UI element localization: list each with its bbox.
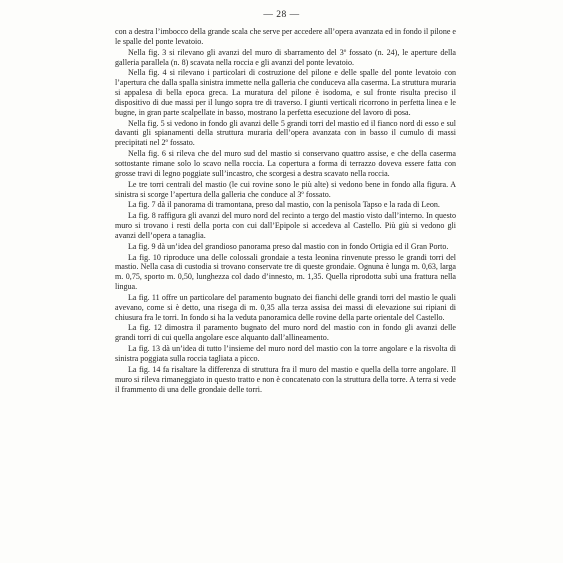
- paragraph: La fig. 11 offre un particolare del paramento bugnato dei fianchi delle grandi torri del mastio le quali avevano, come si è detto, una risega di m. 0,35 alla terza assisa dei massi di elevazione sui ripiani di chiusura fra le torri. In fondo si ha la veduta panoramica delle rovine della parte orientale del Castello.: [115, 292, 456, 322]
- paragraph: La fig. 7 dà il panorama di tramontana, preso dal mastio, con la penisola Tapso e la rada di Leon.: [128, 200, 440, 210]
- page-number: — 28 —: [263, 10, 300, 20]
- paragraph: Nella fig. 4 si rilevano i particolari di costruzione del pilone e delle spalle del ponte levatoio con l’apertura che dalla spalla sinistra immette nella galleria che conduceva alla caserma. La struttura muraria si appalesa di bella epoca greca. La muratura del pilone è isodoma, e sul fronte risulta preciso il dispositivo di due massi per il lungo sopra tre di traverso. I giunti verticali ricorrono in perfetta linea e le bugne, in gran parte scalpellate in basso, mostrano la perfetta esecuzione del lavoro di posa.: [115, 68, 456, 117]
- paragraph: La fig. 14 fa risaltare la differenza di struttura fra il muro del mastio e quella della torre angolare. Il muro si rileva rimaneggiato in questo tratto e non è concatenato con la struttura della torre. A terra si vede il frammento di una delle grondaie delle torri.: [115, 364, 456, 394]
- paragraph: Le tre torri centrali del mastio (le cui rovine sono le più alte) si vedono bene in fondo alla figura. A sinistra si scorge l’apertura della galleria che conduce al 3º fossato.: [115, 179, 456, 199]
- paragraph: Nella fig. 6 si rileva che del muro sud del mastio si conservano quattro assise, e che della caserma sottostante rimane solo lo scavo nella roccia. La copertura a forma di terrazzo doveva essere fatta con grosse travi di legno poggiate sull’incastro, che scorgesi a destra scavato nella roccia.: [115, 149, 456, 178]
- paragraph: Nella fig. 3 si rilevano gli avanzi del muro di sbarramento del 3º fossato (n. 24), le aperture della galleria parallela (n. 8) scavata nella roccia e gli avanzi del ponte levatoio.: [115, 47, 456, 67]
- paragraph: La fig. 13 dà un’idea di tutto l’insieme del muro nord del mastio con la torre angolare e la risvolta di sinistra poggiata sulla roccia tagliata a picco.: [115, 344, 456, 363]
- paragraph: con a destra l’imbocco della grande scala che serve per accedere all’opera avanzata ed in fondo il pilone e le spalle del ponte levatoio.: [115, 27, 456, 46]
- paragraph: La fig. 8 raffigura gli avanzi del muro nord del recinto a tergo del mastio visto dall’interno. In questo muro si trovano i resti della porta con cui dall’Epipole si accedeva al Castello. Più giù si vedono gli avanzi dell’opera a tanaglia.: [115, 211, 456, 240]
- paragraph: La fig. 9 dà un’idea del grandioso panorama preso dal mastio con in fondo Ortigia ed il Gran Porto.: [128, 241, 449, 251]
- paragraph: La fig. 10 riproduce una delle colossali grondaie a testa leonina rinvenute presso le grandi torri del mastio. Nella casa di custodia si trovano conservate tre di queste grondaie. Ognuna è lunga m. 0,63, larga m. 0,75, sporto m. 0,50, lunghezza col dado d’innesto, m. 1,35. Quella riprodotta subì una frattura nella lingua.: [115, 252, 456, 292]
- paragraph: Nella fig. 5 si vedono in fondo gli avanzi delle 5 grandi torri del mastio ed il fianco nord di esso e sul davanti gli spianamenti della struttura muraria dell’opera avanzata con in basso il cumulo di massi precipitati nel 2º fossato.: [115, 118, 456, 148]
- body-text: [115, 27, 456, 394]
- paragraph: La fig. 12 dimostra il paramento bugnato del muro nord del mastio con in fondo gli avanzi delle grandi torri di cui quella angolare esce alquanto dall’allineamento.: [115, 323, 456, 343]
